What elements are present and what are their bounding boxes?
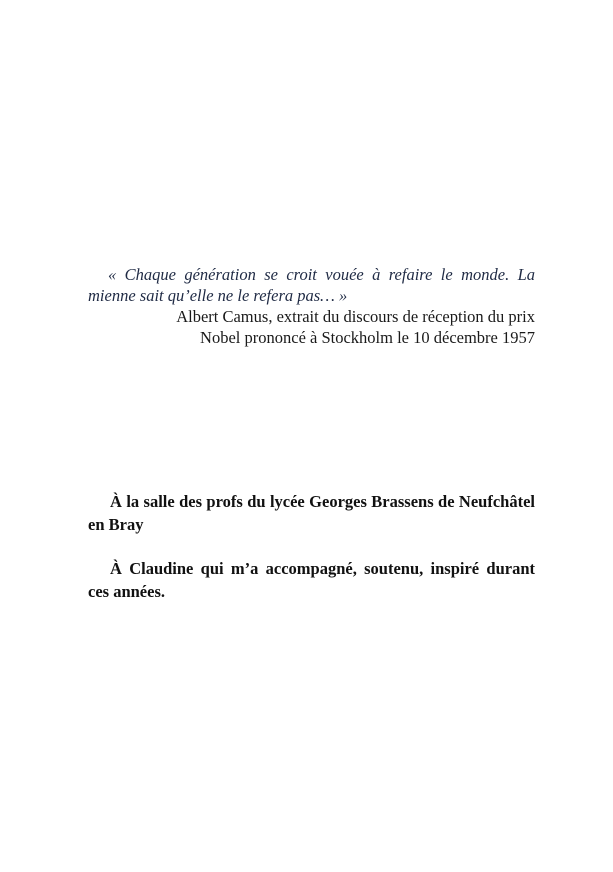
epigraph: [88, 264, 535, 348]
attribution-line-2: Nobel prononcé à Stockholm le 10 décembre 1957: [200, 328, 535, 347]
epigraph-quote: « Chaque génération se croit vouée à refaire le monde. La mienne sait qu’elle ne le refera pas… »: [88, 265, 535, 305]
epigraph-attribution: [88, 306, 535, 348]
attribution-line-1: Albert Camus, extrait du discours de réception du prix: [176, 307, 535, 326]
dedications: [88, 490, 535, 624]
dedication-claudine: À Claudine qui m’a accompagné, soutenu, inspiré durant ces années.: [88, 559, 535, 601]
dedication-colleagues: À la salle des profs du lycée Georges Brassens de Neufchâtel en Bray: [88, 492, 535, 534]
